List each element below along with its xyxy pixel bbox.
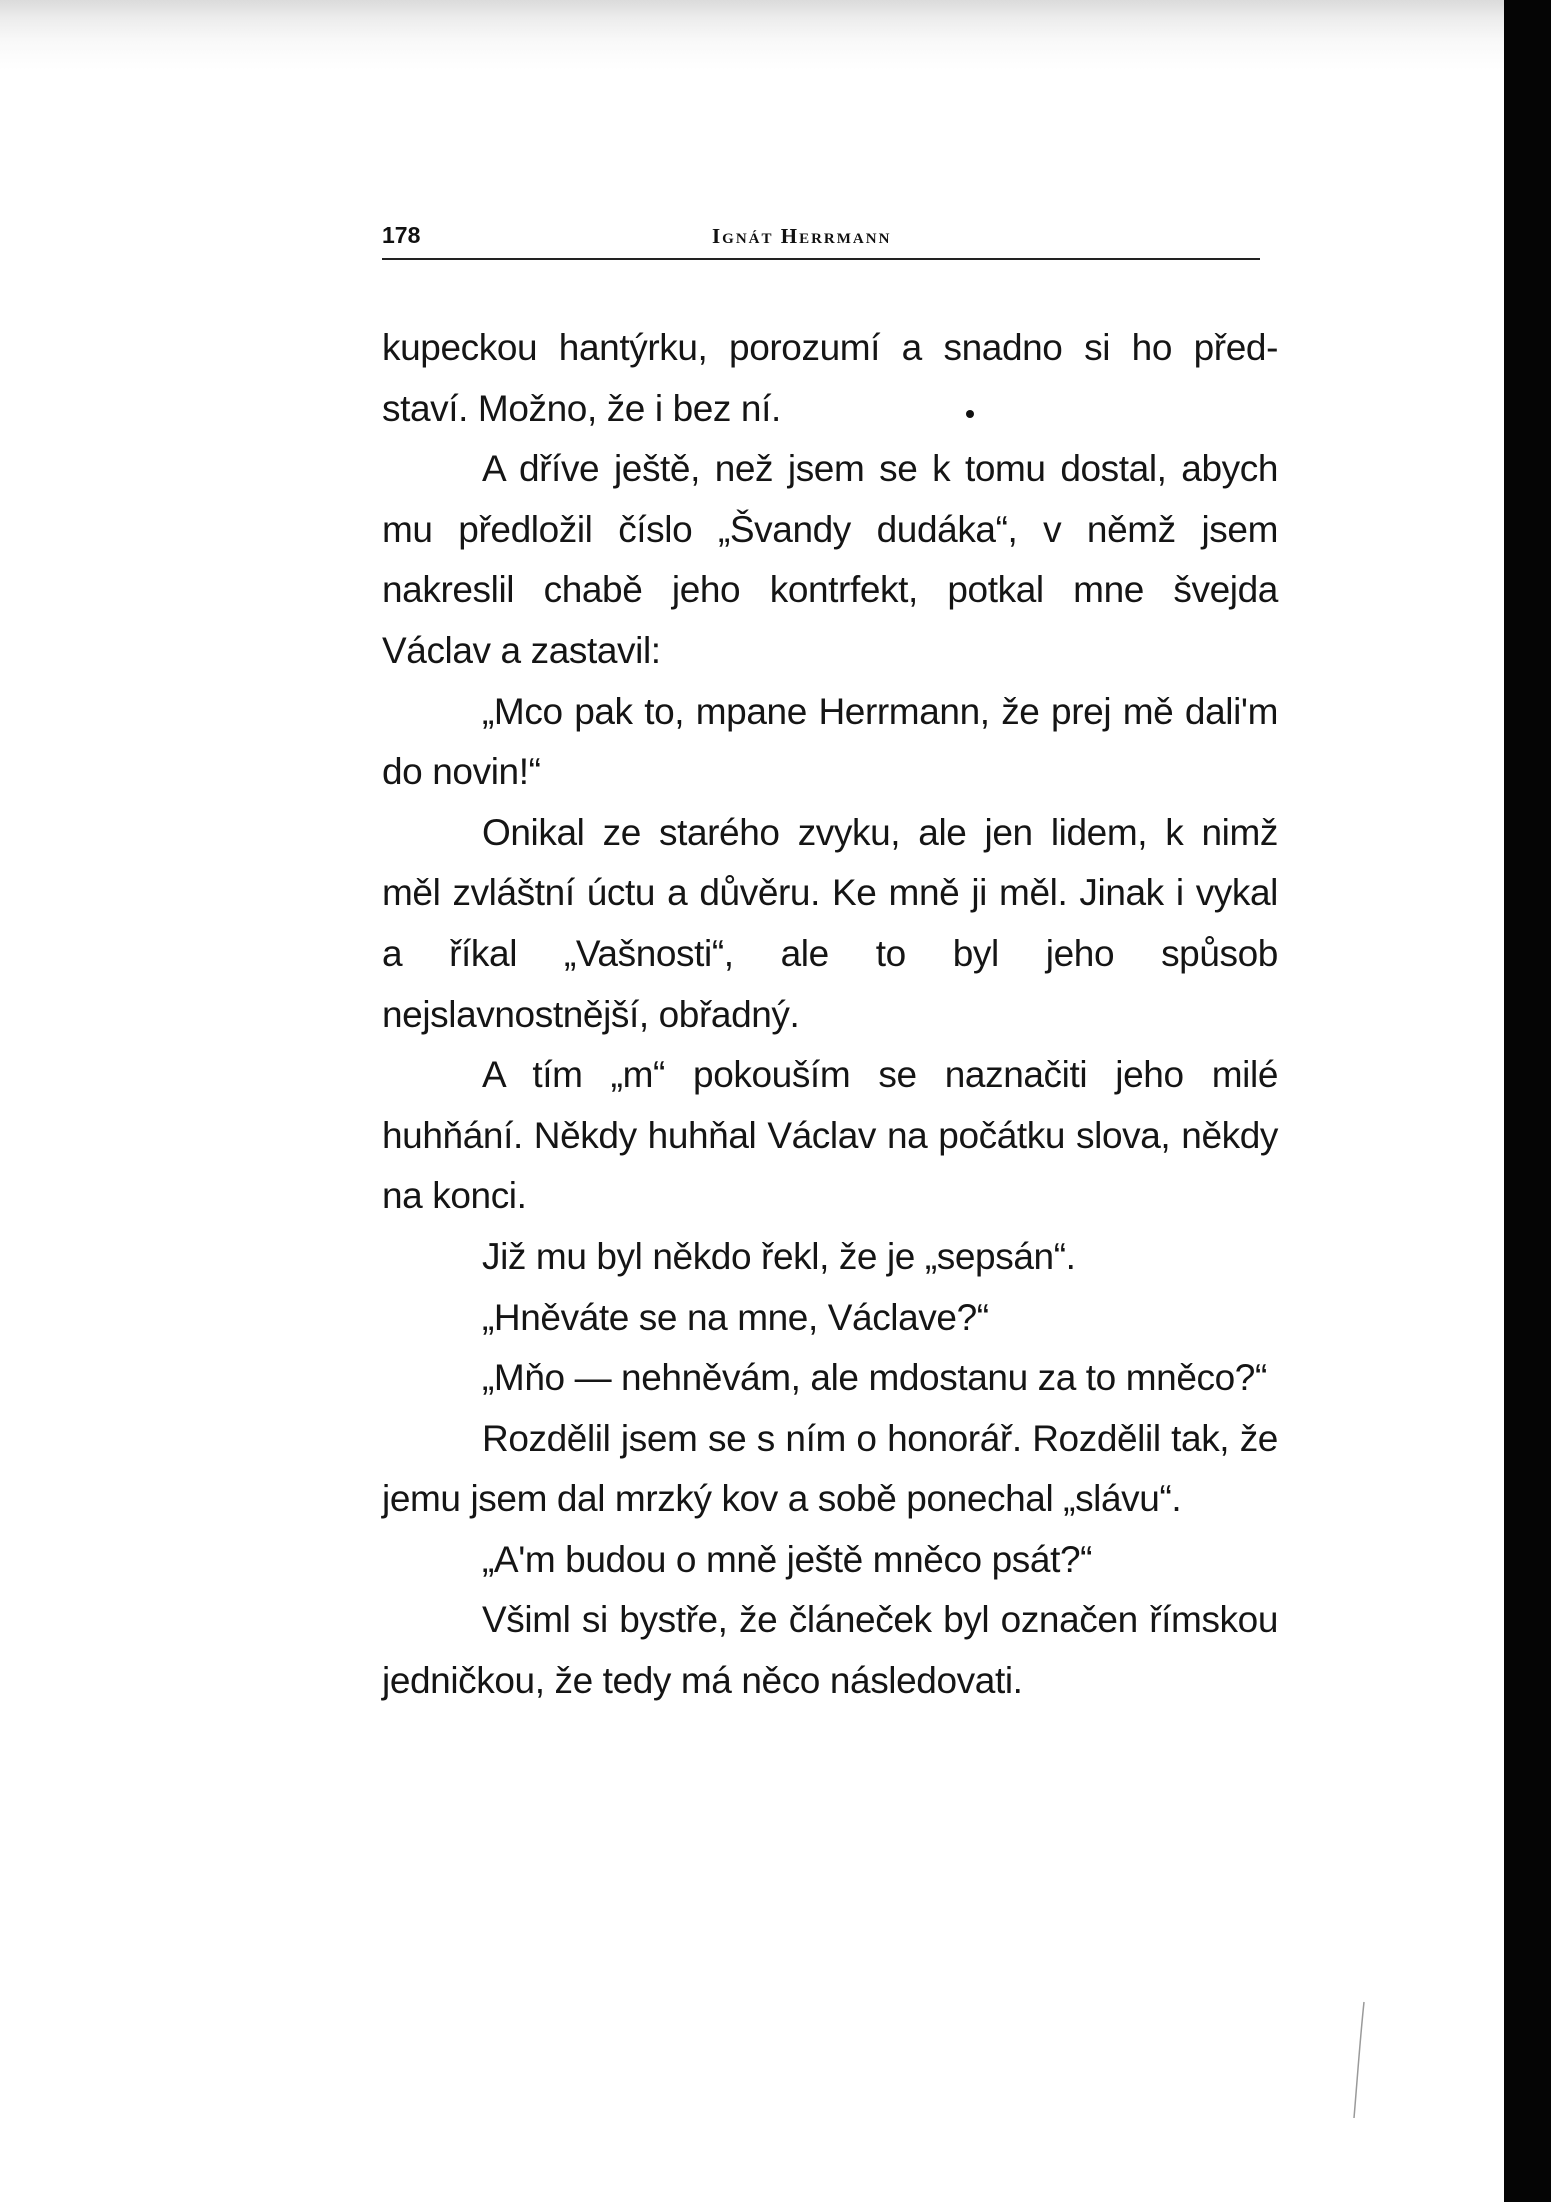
scan-dark-edge [1504, 0, 1551, 2202]
paragraph-6: Již mu byl někdo řekl, že je „sepsán“. [482, 1235, 1076, 1277]
running-head [382, 218, 1260, 260]
running-title: Ignát Herrmann [712, 224, 892, 248]
paragraph-10: „A'm budou o mně ještě mněco psát?“ [482, 1538, 1093, 1580]
paragraph-11: Všiml si bystře, že článeček byl označen římskou jedničkou, že tedy má něco následovati. [382, 1599, 1278, 1702]
pencil-mark [1350, 2000, 1370, 2120]
paragraph-8: „Mňo — nehněvám, ale mdostanu za to mněco?“ [482, 1357, 1267, 1399]
paragraph-2: A dříve ještě, než jsem se k tomu dostal, abych mu předložil číslo „Švandy dudáka“, v němž jsem nakreslil chabě jeho kontrfekt, potkal mne švejda Václav a zastavil: [382, 448, 1278, 671]
scan-edge-grain [0, 0, 1504, 70]
paragraph-4: Onikal ze starého zvyku, ale jen lidem, k nimž měl zvláštní úctu a důvěru. Ke mně ji měl. Jinak i vykal a říkal „Vašnosti“, ale to byl jeho spůsob nejslavnostnější, obřadný. [382, 811, 1278, 1035]
paragraph-5: A tím „m“ pokouším se naznačiti jeho milé huhňání. Někdy huhňal Václav na počátku slova, někdy na konci. [382, 1054, 1278, 1217]
page-number: 178 [382, 222, 421, 248]
body-text [382, 318, 1278, 1712]
paragraph-9: Rozdělil jsem se s ním o honorář. Rozdělil tak, že jemu jsem dal mrzký kov a sobě ponechal „slávu“. [382, 1417, 1278, 1520]
paragraph-1: kupeckou hantýrku, porozumí a snadno si ho před-staví. Možno, že i bez ní. [382, 327, 1278, 429]
paragraph-3: „Mco pak to, mpane Herrmann, že prej mě dali'm do novin!“ [382, 690, 1278, 793]
paragraph-7: „Hněváte se na mne, Václave?“ [482, 1296, 989, 1338]
